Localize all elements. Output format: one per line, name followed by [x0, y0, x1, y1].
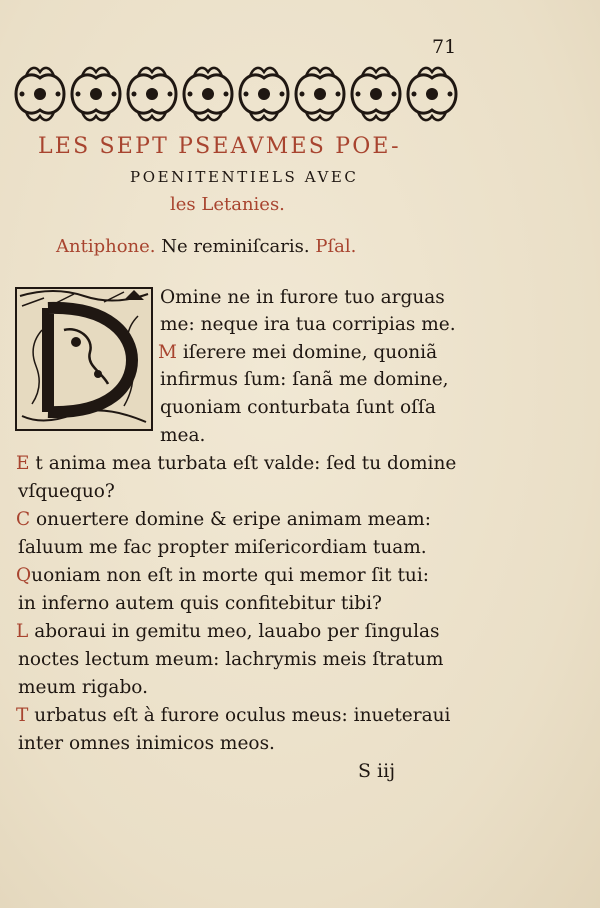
text-line: infirmus ſum: ſanã me domine, — [160, 369, 449, 390]
illuminated-initial-d — [14, 286, 154, 432]
heading-line-3: les Letanies. — [170, 194, 285, 215]
text-line: ſaluum me fac propter miſericordiam tuam. — [18, 537, 427, 558]
text-line: in inferno autem quis confitebitur tibi? — [18, 593, 382, 614]
rubric-initial: Q — [16, 565, 32, 586]
text-line: M iſerere mei domine, quoniã — [158, 342, 438, 363]
decorative-header-band — [12, 64, 460, 124]
heading-line-1: LES SEPT PSEAVMES POE- — [38, 134, 401, 159]
rubric-initial: M — [158, 342, 177, 363]
text-line: quoniam conturbata ſunt oſſa — [160, 397, 436, 418]
text-line: vſquequo? — [18, 481, 115, 502]
signature-mark: S iij — [358, 760, 396, 782]
text-line: inter omnes inimicos meos. — [18, 733, 275, 754]
antiphon-text: Ne reminiſcaris. — [161, 236, 310, 257]
rubric-initial: E — [16, 453, 30, 474]
rubric-initial: L — [16, 621, 29, 642]
text-line: noctes lectum meum: lachrymis meis ſtratum — [18, 649, 444, 670]
text-line: Quoniam non eſt in morte qui memor ſit tui: — [16, 565, 429, 586]
text-line: me: neque ira tua corripias me. — [160, 314, 456, 335]
text-line: meum rigabo. — [18, 677, 148, 698]
text-line: Omine ne in furore tuo arguas — [160, 287, 445, 308]
text-line: T urbatus eſt à furore oculus meus: inueteraui — [16, 705, 451, 726]
text-line: L aboraui in gemitu meo, lauabo per ſingulas — [16, 621, 440, 642]
text-line: E t anima mea turbata eſt valde: ſed tu domine — [16, 453, 457, 474]
rubric-initial: C — [16, 509, 31, 530]
antiphon-label: Antiphone. — [56, 236, 156, 257]
text-line: mea. — [160, 425, 206, 446]
rubric-initial: T — [16, 705, 29, 726]
antiphon-line — [56, 236, 356, 257]
psalm-label: Pſal. — [315, 236, 357, 257]
text-line: C onuertere domine & eripe animam meam: — [16, 509, 431, 530]
page-number: 71 — [432, 36, 457, 58]
heading-line-2: POENITENTIELS AVEC — [130, 168, 359, 186]
